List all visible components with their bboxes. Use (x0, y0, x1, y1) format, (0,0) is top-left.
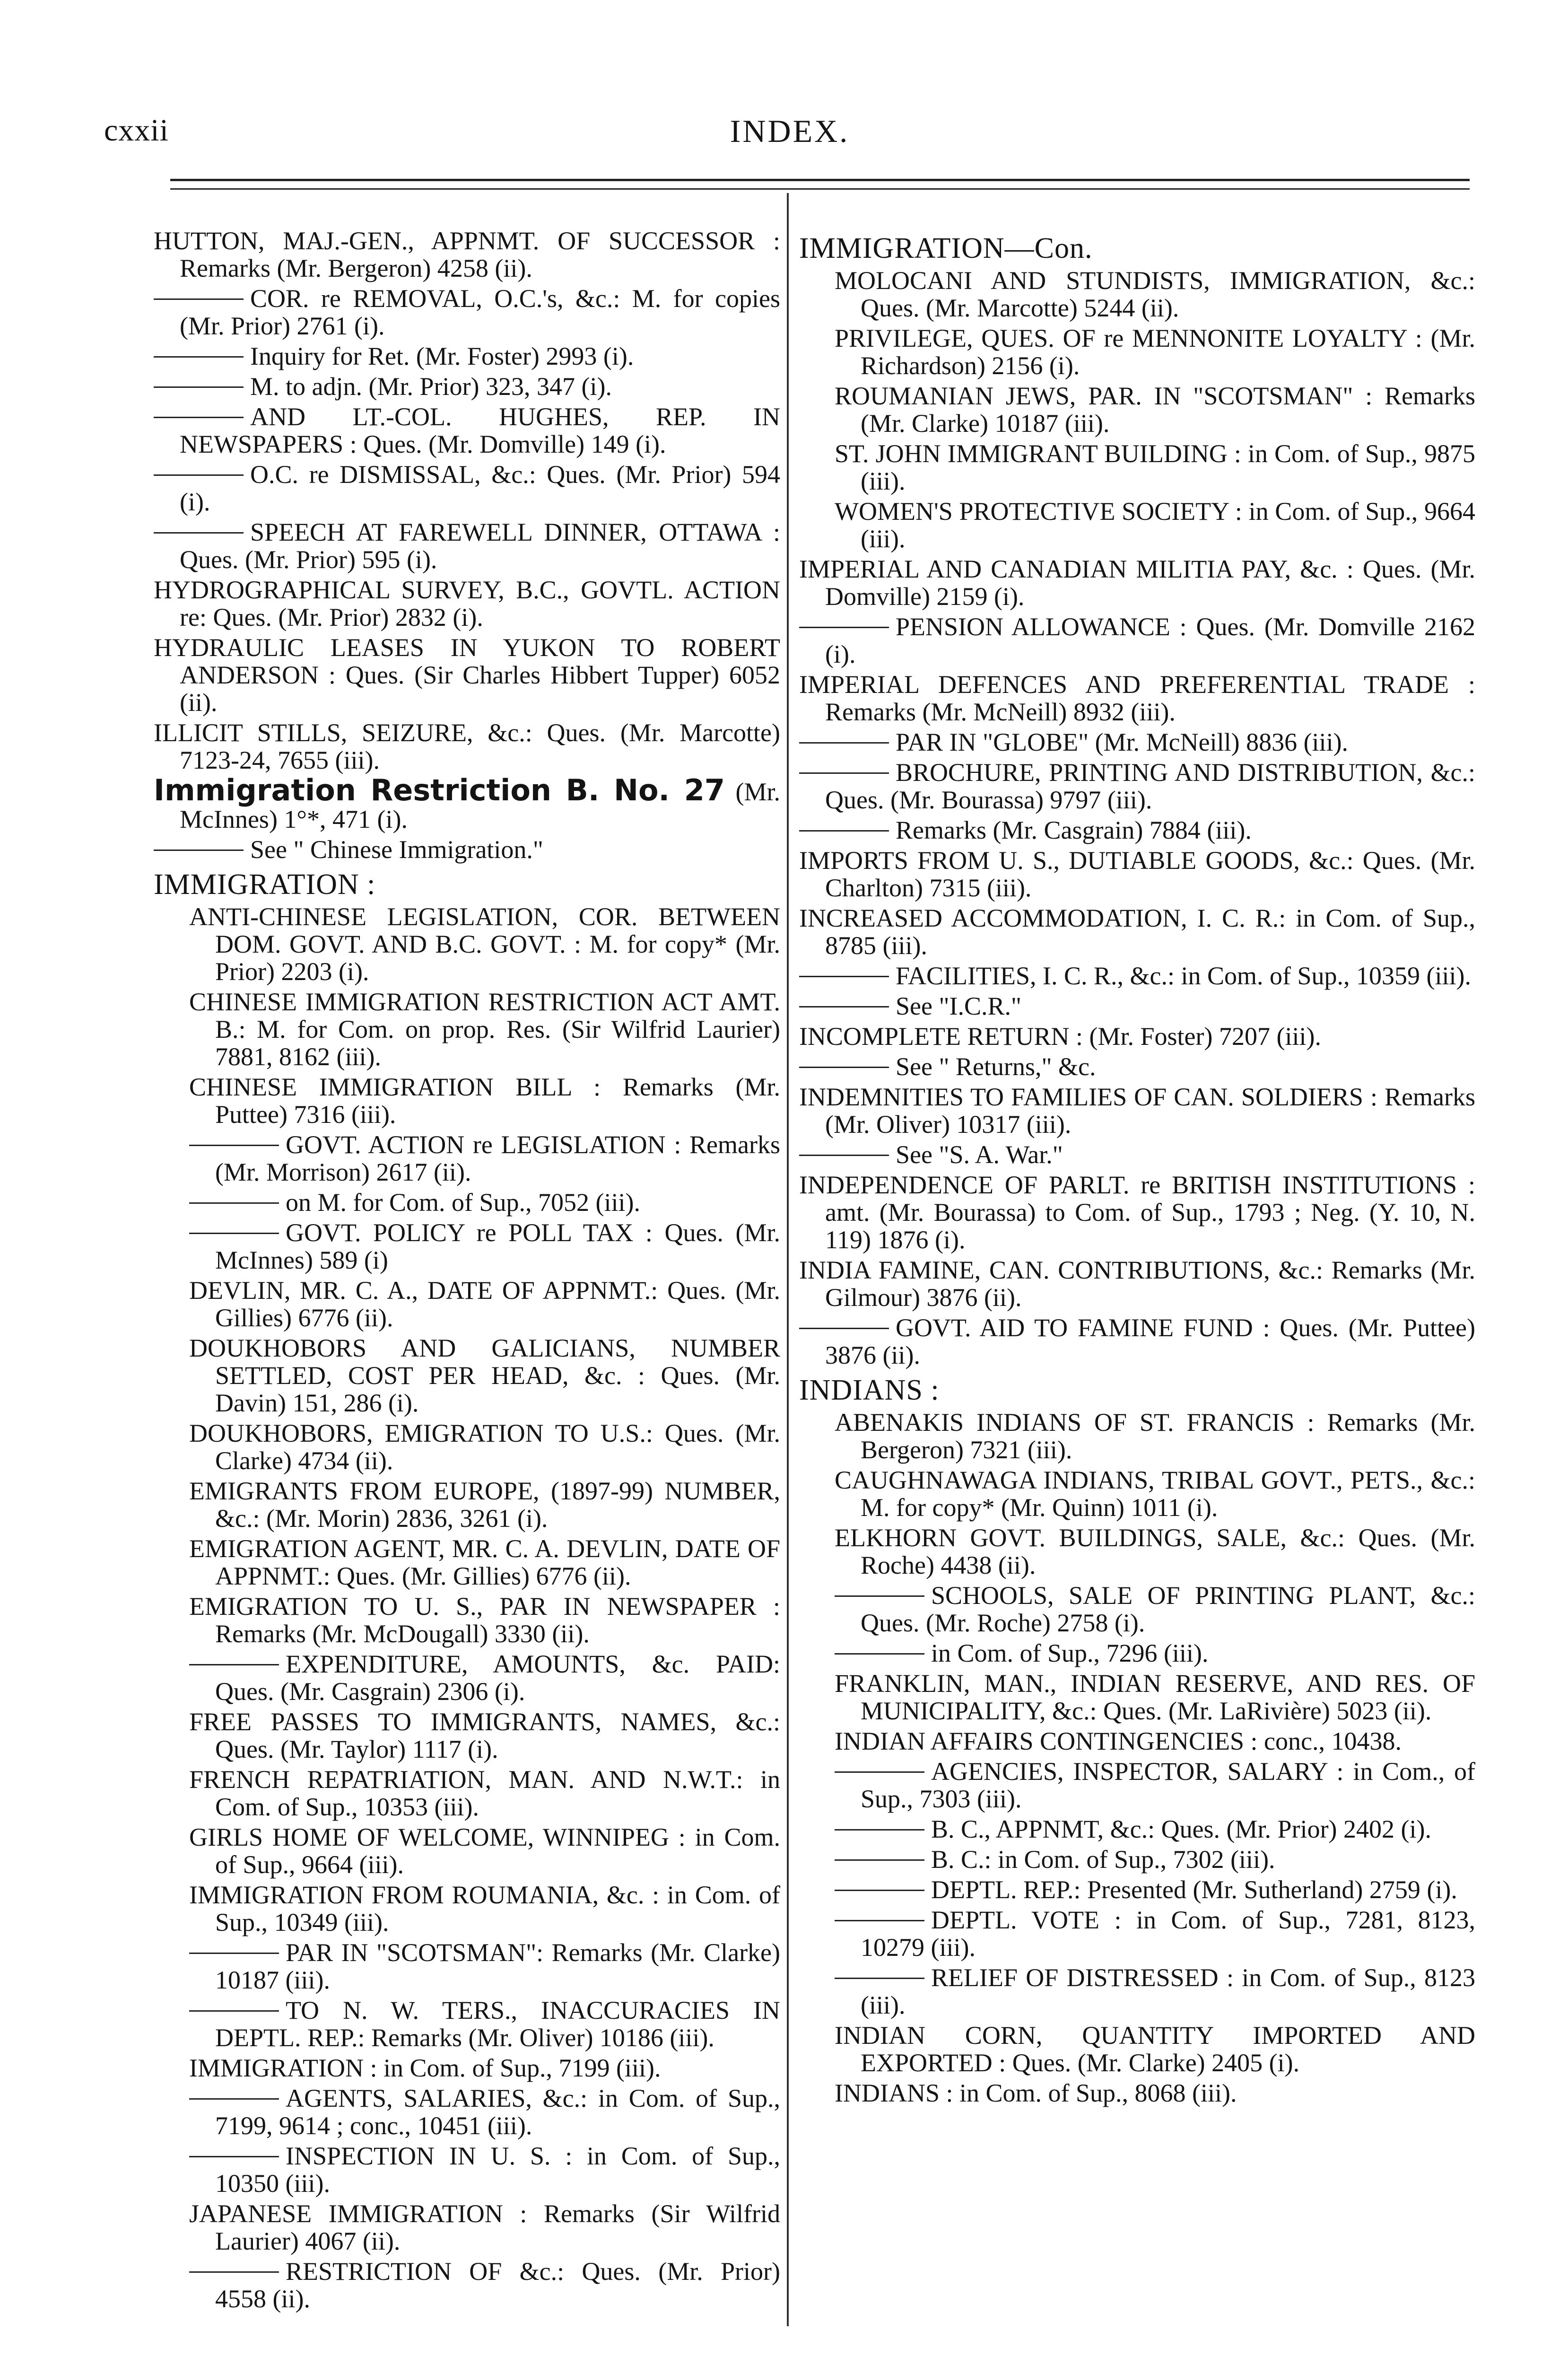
entry-text: EXPENDITURE, AMOUNTS, &c. PAID: Ques. (Mr. Casgrain) 2306 (i). (215, 1650, 780, 1706)
entry-text: RESTRICTION OF &c.: Ques. (Mr. Prior) 4558 (ii). (215, 2257, 780, 2313)
index-entry (154, 1593, 780, 1647)
ditto-dash (799, 830, 889, 832)
ditto-dash (154, 356, 244, 358)
entry-text: GOVT. AID TO FAMINE FUND : Ques. (Mr. Puttee) 3876 (ii). (825, 1314, 1475, 1369)
ditto-dash (189, 1145, 279, 1146)
index-entry (154, 836, 780, 863)
entry-text: GOVT. ACTION re LEGISLATION : Remarks (Mr. Morrison) 2617 (ii). (215, 1130, 780, 1186)
index-entry (799, 904, 1475, 959)
index-entry (154, 1823, 780, 1878)
index-entry (799, 1846, 1475, 1873)
ditto-dash (835, 1859, 924, 1861)
ditto-dash (154, 532, 244, 534)
entry-text: ROUMANIAN JEWS, PAR. IN "SCOTSMAN" : Remarks (Mr. Clarke) 10187 (iii). (835, 382, 1475, 438)
index-entry (154, 342, 780, 370)
index-entry (799, 1670, 1475, 1725)
entry-text: DEPTL. REP.: Presented (Mr. Sutherland) 2759 (i). (931, 1875, 1457, 1904)
entry-text: DOUKHOBORS, EMIGRATION TO U.S.: Ques. (Mr. Clarke) 4734 (ii). (189, 1419, 780, 1475)
entry-text: ILLICIT STILLS, SEIZURE, &c.: Ques. (Mr. Marcotte) 7123-24, 7655 (iii). (154, 718, 780, 774)
index-entry (154, 2054, 780, 2082)
entry-text: FREE PASSES TO IMMIGRANTS, NAMES, &c.: Ques. (Mr. Taylor) 1117 (i). (189, 1708, 780, 1763)
entry-text: INDIANS : in Com. of Sup., 8068 (iii). (835, 2079, 1237, 2107)
entry-text: INDEMNITIES TO FAMILIES OF CAN. SOLDIERS : Remarks (Mr. Oliver) 10317 (iii). (799, 1083, 1475, 1139)
entry-text: AGENCIES, INSPECTOR, SALARY : in Com., of Sup., 7303 (iii). (861, 1757, 1475, 1813)
ditto-dash (189, 2271, 279, 2273)
entry-text: DEVLIN, MR. C. A., DATE OF APPNMT.: Ques. (Mr. Gillies) 6776 (ii). (189, 1276, 780, 1332)
ditto-dash (799, 627, 889, 628)
index-entry (154, 2200, 780, 2255)
index-heading (799, 1376, 1475, 1404)
entry-text: See " Returns," &c. (896, 1052, 1096, 1081)
ditto-dash (189, 2010, 279, 2012)
index-entry (154, 1939, 780, 1994)
ditto-dash (835, 1829, 924, 1831)
bill-title: Immigration Restriction B. No. 27 (154, 773, 725, 807)
index-entry (799, 671, 1475, 726)
ditto-dash (799, 1155, 889, 1156)
entry-text: CHINESE IMMIGRATION RESTRICTION ACT AMT. B.: M. for Com. on prop. Res. (Sir Wilfrid Laurier) 7881, 8162 (iii). (189, 988, 780, 1071)
entry-text: INDIAN CORN, QUANTITY IMPORTED AND EXPORTED : Ques. (Mr. Clarke) 2405 (i). (835, 2021, 1475, 2077)
ditto-dash (835, 1920, 924, 1921)
index-entry (799, 1582, 1475, 1637)
entry-text: Inquiry for Ret. (Mr. Foster) 2993 (i). (250, 342, 634, 370)
index-entry (799, 324, 1475, 379)
entry-text: ELKHORN GOVT. BUILDINGS, SALE, &c.: Ques. (Mr. Roche) 4438 (ii). (835, 1524, 1475, 1579)
entry-text: EMIGRATION AGENT, MR. C. A. DEVLIN, DATE OF APPNMT.: Ques. (Mr. Gillies) 6776 (ii). (189, 1534, 780, 1590)
entry-text: EMIGRANTS FROM EUROPE, (1897-99) NUMBER, &c.: (Mr. Morin) 2836, 3261 (i). (189, 1477, 780, 1533)
index-entry (799, 555, 1475, 610)
index-entry (154, 719, 780, 774)
entry-text: PRIVILEGE, QUES. OF re MENNONITE LOYALTY : (Mr. Richardson) 2156 (i). (835, 324, 1475, 380)
ditto-dash (835, 1978, 924, 1979)
entry-text: INDIAN AFFAIRS CONTINGENCIES : conc., 10438. (835, 1727, 1402, 1755)
entry-text: on M. for Com. of Sup., 7052 (iii). (286, 1188, 640, 1217)
index-entry (154, 1189, 780, 1216)
index-entry (154, 285, 780, 340)
index-entry (154, 2085, 780, 2139)
index-heading (154, 868, 780, 901)
entry-text: IMPERIAL AND CANADIAN MILITIA PAY, &c. : Ques. (Mr. Domville) 2159 (i). (799, 555, 1475, 611)
entry-text: PAR IN "SCOTSMAN": Remarks (Mr. Clarke) 10187 (iii). (215, 1938, 780, 1994)
index-entry (154, 773, 780, 833)
index-entry (799, 1639, 1475, 1667)
index-entry (154, 903, 780, 985)
index-entry (154, 988, 780, 1070)
index-entry (799, 1314, 1475, 1369)
page-number: cxxii (104, 113, 169, 148)
index-entry (154, 1419, 780, 1474)
entry-text: SPEECH AT FAREWELL DINNER, OTTAWA : Ques. (Mr. Prior) 595 (i). (180, 518, 780, 574)
entry-text: IMMIGRATION : in Com. of Sup., 7199 (iii). (189, 2054, 661, 2082)
ditto-dash (154, 850, 244, 851)
entry-text: PENSION ALLOWANCE : Ques. (Mr. Domville 2162 (i). (825, 613, 1475, 668)
index-entry (799, 1906, 1475, 1961)
index-entry (799, 1964, 1475, 2019)
entry-text: M. to adjn. (Mr. Prior) 323, 347 (i). (250, 372, 612, 401)
index-entry (799, 440, 1475, 495)
ditto-dash (154, 386, 244, 388)
entry-text: GOVT. POLICY re POLL TAX : Ques. (Mr. McInnes) 589 (i) (215, 1218, 780, 1274)
index-entry (154, 1477, 780, 1532)
index-entry (799, 2079, 1475, 2107)
entry-text: ST. JOHN IMMIGRANT BUILDING : in Com. of Sup., 9875 (iii). (835, 439, 1475, 495)
index-entry (154, 1277, 780, 1331)
index-entry (799, 613, 1475, 668)
ditto-dash (799, 976, 889, 977)
index-entry (799, 816, 1475, 844)
entry-text: IMMIGRATION : (154, 868, 376, 901)
entry-text: See "S. A. War." (896, 1140, 1063, 1169)
index-entry (154, 461, 780, 516)
index-entry (799, 1409, 1475, 1463)
index-entry (799, 1141, 1475, 1168)
entry-text: COR. re REMOVAL, O.C.'s, &c.: M. for copies (Mr. Prior) 2761 (i). (180, 284, 780, 340)
index-entry (154, 576, 780, 631)
index-entry (154, 634, 780, 716)
index-entry (154, 403, 780, 458)
entry-text: B. C.: in Com. of Sup., 7302 (iii). (931, 1845, 1275, 1874)
index-entry (154, 1535, 780, 1590)
entry-text: IMMIGRATION—Con. (799, 232, 1093, 264)
entry-text: TO N. W. TERS., INACCURACIES IN DEPTL. REP.: Remarks (Mr. Oliver) 10186 (iii). (215, 1996, 780, 2052)
index-entry (799, 1053, 1475, 1080)
ditto-dash (189, 1202, 279, 1204)
index-entry (799, 1758, 1475, 1813)
ditto-dash (835, 1890, 924, 1891)
entry-text: FACILITIES, I. C. R., &c.: in Com. of Sup., 10359 (iii). (896, 962, 1471, 990)
index-entry (154, 1334, 780, 1417)
index-entry (154, 1219, 780, 1274)
index-entry (154, 1131, 780, 1186)
index-heading (799, 232, 1475, 264)
index-entry (799, 1083, 1475, 1138)
ditto-dash (835, 1595, 924, 1597)
right-column (799, 227, 1475, 2110)
index-entry (799, 1815, 1475, 1843)
entry-text: (Mr. McInnes) 1°*, 471 (i). (180, 778, 780, 833)
entry-text: DEPTL. VOTE : in Com. of Sup., 7281, 8123, 10279 (iii). (861, 1906, 1475, 1962)
ditto-dash (154, 417, 244, 418)
entry-text: CAUGHNAWAGA INDIANS, TRIBAL GOVT., PETS., &c.: M. for copy* (Mr. Quinn) 1011 (i). (835, 1466, 1475, 1522)
index-entry (799, 1256, 1475, 1311)
index-entry (154, 2258, 780, 2312)
index-entry (154, 2142, 780, 2197)
entry-text: ANTI-CHINESE LEGISLATION, COR. BETWEEN DOM. GOVT. AND B.C. GOVT. : M. for copy* (Mr. Prior) 2203 (i). (189, 902, 780, 986)
entry-text: BROCHURE, PRINTING AND DISTRIBUTION, &c.: Ques. (Mr. Bourassa) 9797 (iii). (825, 758, 1475, 814)
index-entry (799, 847, 1475, 902)
entry-text: HYDRAULIC LEASES IN YUKON TO ROBERT ANDERSON : Ques. (Sir Charles Hibbert Tupper) 6052 (ii). (154, 633, 780, 717)
ditto-dash (189, 1953, 279, 1954)
ditto-dash (799, 772, 889, 774)
entry-text: MOLOCANI AND STUNDISTS, IMMIGRATION, &c.: Ques. (Mr. Marcotte) 5244 (ii). (835, 266, 1475, 322)
ditto-dash (154, 474, 244, 476)
index-entry (154, 1997, 780, 2051)
entry-text: IMPORTS FROM U. S., DUTIABLE GOODS, &c.: Ques. (Mr. Charlton) 7315 (iii). (799, 846, 1475, 902)
index-entry (799, 498, 1475, 552)
entry-text: EMIGRATION TO U. S., PAR IN NEWSPAPER : Remarks (Mr. McDougall) 3330 (ii). (189, 1592, 780, 1648)
entry-text: INCOMPLETE RETURN : (Mr. Foster) 7207 (iii). (799, 1022, 1321, 1051)
entry-text: AND LT.-COL. HUGHES, REP. IN NEWSPAPERS : Ques. (Mr. Domville) 149 (i). (180, 403, 780, 458)
index-entry (154, 1650, 780, 1705)
entry-text: See "I.C.R." (896, 992, 1022, 1020)
entry-text: IMPERIAL DEFENCES AND PREFERENTIAL TRADE : Remarks (Mr. McNeill) 8932 (iii). (799, 670, 1475, 726)
index-entry (799, 1524, 1475, 1579)
entry-text: INDIANS : (799, 1374, 940, 1406)
left-column (154, 227, 780, 2315)
ditto-dash (799, 742, 889, 744)
entry-text: IMMIGRATION FROM ROUMANIA, &c. : in Com. of Sup., 10349 (iii). (189, 1881, 780, 1936)
index-entry (799, 1171, 1475, 1253)
page-title: INDEX. (730, 113, 850, 149)
entry-text: HYDROGRAPHICAL SURVEY, B.C., GOVTL. ACTION re: Ques. (Mr. Prior) 2832 (i). (154, 576, 780, 631)
entry-text: INSPECTION IN U. S. : in Com. of Sup., 10350 (iii). (215, 2142, 780, 2198)
entry-text: INCREASED ACCOMMODATION, I. C. R.: in Com. of Sup., 8785 (iii). (799, 904, 1475, 960)
ditto-dash (189, 2098, 279, 2100)
ditto-dash (799, 1067, 889, 1068)
index-entry (154, 1881, 780, 1936)
index-entry (799, 759, 1475, 814)
entry-text: INDEPENDENCE OF PARLT. re BRITISH INSTITUTIONS : amt. (Mr. Bourassa) to Com. of Sup., 1793 ; Neg. (Y. 10, N. 119) 1876 (i). (799, 1171, 1475, 1254)
entry-text: DOUKHOBORS AND GALICIANS, NUMBER SETTLED, COST PER HEAD, &c. : Ques. (Mr. Davin) 151, 286 (i). (189, 1334, 780, 1417)
index-entry (154, 1766, 780, 1821)
index-entry (799, 1727, 1475, 1755)
entry-text: CHINESE IMMIGRATION BILL : Remarks (Mr. Puttee) 7316 (iii). (189, 1073, 780, 1129)
index-entry (799, 1023, 1475, 1050)
column-divider (787, 193, 789, 2326)
entry-text: SCHOOLS, SALE OF PRINTING PLANT, &c.: Ques. (Mr. Roche) 2758 (i). (861, 1581, 1475, 1637)
ditto-dash (835, 1653, 924, 1655)
entry-text: PAR IN "GLOBE" (Mr. McNeill) 8836 (iii). (896, 728, 1349, 756)
header-rule-thick (170, 179, 1470, 181)
entry-text: See " Chinese Immigration." (250, 835, 543, 864)
entry-text: RELIEF OF DISTRESSED : in Com. of Sup., 8123 (iii). (861, 1963, 1475, 2019)
index-entry (799, 2022, 1475, 2076)
index-entry (799, 267, 1475, 322)
entry-text: AGENTS, SALARIES, &c.: in Com. of Sup., 7199, 9614 ; conc., 10451 (iii). (215, 2084, 780, 2140)
ditto-dash (189, 1664, 279, 1665)
entry-text: O.C. re DISMISSAL, &c.: Ques. (Mr. Prior) 594 (i). (180, 460, 780, 516)
entry-text: FRENCH REPATRIATION, MAN. AND N.W.T.: in Com. of Sup., 10353 (iii). (189, 1765, 780, 1821)
index-entry (799, 1466, 1475, 1521)
index-entry (154, 518, 780, 573)
index-entry (799, 962, 1475, 990)
entry-text: GIRLS HOME OF WELCOME, WINNIPEG : in Com. of Sup., 9664 (iii). (189, 1823, 780, 1879)
ditto-dash (189, 1233, 279, 1234)
entry-text: ABENAKIS INDIANS OF ST. FRANCIS : Remarks (Mr. Bergeron) 7321 (iii). (835, 1408, 1475, 1464)
entry-text: INDIA FAMINE, CAN. CONTRIBUTIONS, &c.: Remarks (Mr. Gilmour) 3876 (ii). (799, 1256, 1475, 1312)
entry-text: JAPANESE IMMIGRATION : Remarks (Sir Wilfrid Laurier) 4067 (ii). (189, 2199, 780, 2255)
index-entry (799, 1876, 1475, 1903)
ditto-dash (835, 1771, 924, 1773)
index-entry (799, 992, 1475, 1020)
index-entry (799, 382, 1475, 437)
index-entry (799, 728, 1475, 756)
index-entry (154, 1073, 780, 1128)
entry-text: Remarks (Mr. Casgrain) 7884 (iii). (896, 816, 1252, 844)
entry-text: HUTTON, MAJ.-GEN., APPNMT. OF SUCCESSOR : Remarks (Mr. Bergeron) 4258 (ii). (154, 227, 780, 282)
entry-text: WOMEN'S PROTECTIVE SOCIETY : in Com. of Sup., 9664 (iii). (835, 497, 1475, 553)
ditto-dash (189, 2156, 279, 2157)
ditto-dash (154, 298, 244, 300)
ditto-dash (799, 1006, 889, 1007)
index-entry (154, 373, 780, 400)
entry-text: in Com. of Sup., 7296 (iii). (931, 1639, 1209, 1667)
page-header (104, 113, 1475, 155)
entry-text: B. C., APPNMT, &c.: Ques. (Mr. Prior) 2402 (i). (931, 1815, 1432, 1843)
header-rule-thin (170, 188, 1470, 190)
index-entry (154, 227, 780, 282)
entry-text: FRANKLIN, MAN., INDIAN RESERVE, AND RES. OF MUNICIPALITY, &c.: Ques. (Mr. LaRivière) 5023 (ii). (835, 1669, 1475, 1725)
index-entry (154, 1708, 780, 1763)
ditto-dash (799, 1328, 889, 1329)
